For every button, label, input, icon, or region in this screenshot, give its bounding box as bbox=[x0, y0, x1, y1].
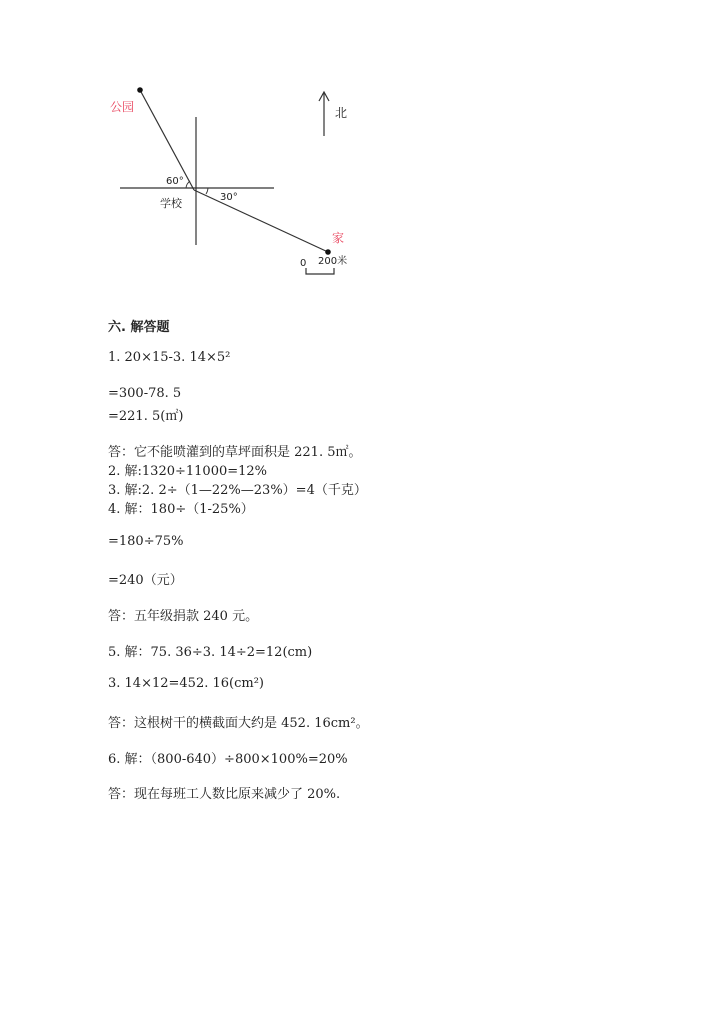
answer-line: 2. 解:1320÷11000=12% bbox=[108, 464, 268, 479]
scale-distance-label: 200米 bbox=[318, 256, 348, 267]
answer-line: 1. 20×15-3. 14×5² bbox=[108, 350, 231, 365]
school-home-line bbox=[194, 190, 328, 252]
answer-line: 4. 解：180÷（1-25%） bbox=[108, 502, 254, 517]
angle-home-label: 30° bbox=[220, 192, 238, 203]
answer-line: 答：现在每班工人数比原来减少了 20%. bbox=[108, 787, 341, 802]
answer-line: =180÷75% bbox=[108, 534, 184, 549]
school-label: 学校 bbox=[160, 197, 182, 210]
section-title: 六. 解答题 bbox=[108, 320, 170, 335]
answer-line: 5. 解：75. 36÷3. 14÷2=12(cm) bbox=[108, 645, 313, 660]
home-point bbox=[325, 249, 331, 255]
scale-bar bbox=[306, 268, 334, 274]
angle-arc-park bbox=[186, 181, 190, 188]
answer-line: 3. 14×12=452. 16(cm²) bbox=[108, 676, 264, 691]
answer-line: =300-78. 5 bbox=[108, 386, 182, 401]
park-label: 公园 bbox=[110, 100, 135, 114]
scale-zero-label: 0 bbox=[300, 258, 307, 269]
answer-line: 6. 解：（800-640）÷800×100%=20% bbox=[108, 752, 348, 767]
angle-park-label: 60° bbox=[166, 176, 184, 187]
park-school-line bbox=[140, 90, 194, 190]
direction-map-diagram bbox=[0, 0, 720, 300]
answer-line: =240（元） bbox=[108, 573, 183, 588]
park-point bbox=[137, 87, 143, 93]
answer-line: 答：这根树干的横截面大约是 452. 16cm²。 bbox=[108, 716, 369, 731]
answer-line: 答：它不能喷灌到的草坪面积是 221. 5㎡。 bbox=[108, 445, 362, 460]
answer-line: 答：五年级捐款 240 元。 bbox=[108, 609, 259, 624]
north-label: 北 bbox=[335, 106, 348, 120]
answer-line: 3. 解:2. 2÷（1—22%—23%）=4（千克） bbox=[108, 483, 367, 498]
angle-arc-home bbox=[206, 188, 208, 194]
answer-line: =221. 5(㎡) bbox=[108, 409, 184, 424]
home-label: 家 bbox=[332, 231, 345, 245]
